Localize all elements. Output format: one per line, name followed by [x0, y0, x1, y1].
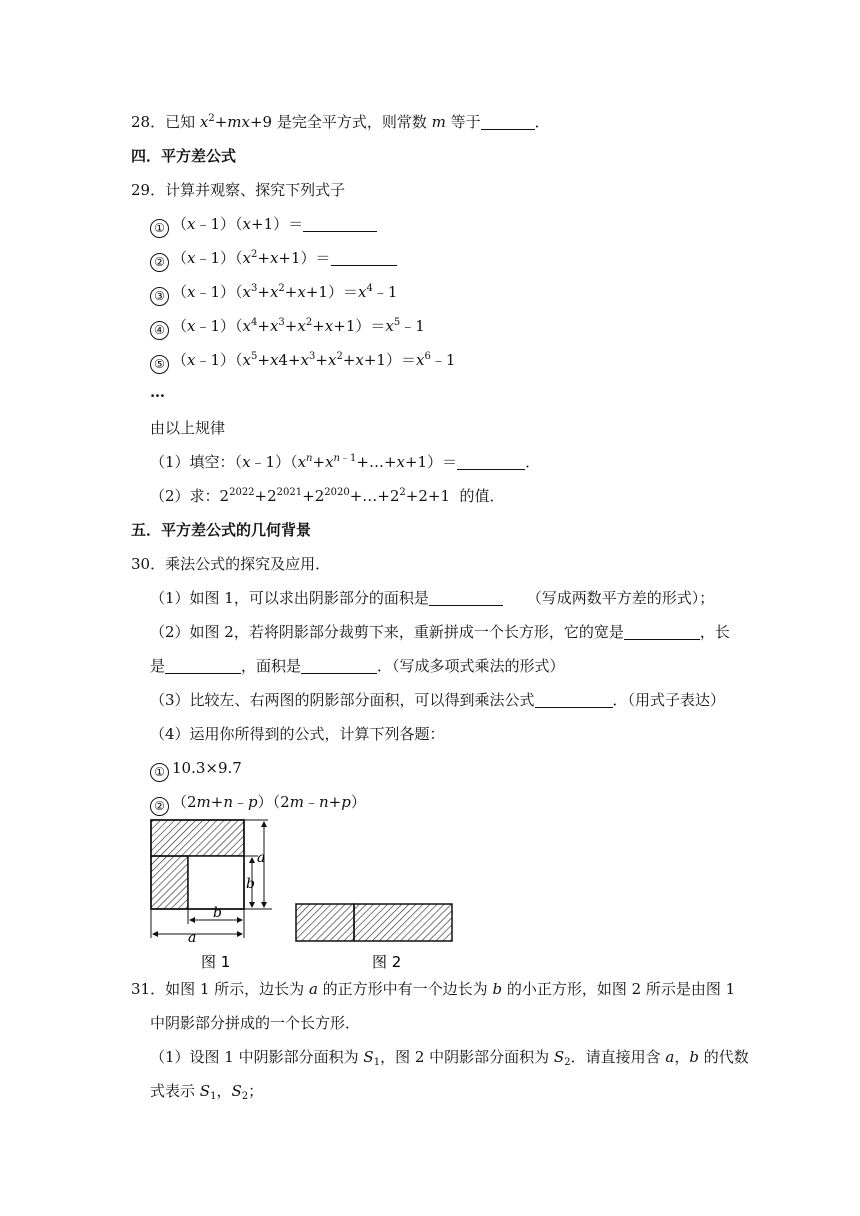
label-a-bottom: a	[188, 930, 197, 946]
question-30-intro: 30．乘法公式的探究及应用．	[131, 555, 331, 573]
answer-blank	[165, 659, 241, 674]
rect-part-left	[296, 904, 354, 941]
section-4-heading: 四．平方差公式	[131, 147, 237, 165]
q30-item-2: ② （2m+n﹣p）（2m﹣n+p）	[150, 792, 366, 816]
rect-part-right	[354, 904, 452, 941]
rule-text: 由以上规律	[150, 419, 226, 437]
answer-blank	[303, 217, 377, 232]
ellipsis: …	[150, 383, 165, 401]
label-a-right: a	[257, 850, 266, 866]
question-28: 28．已知 $x^2+mx+9$ 是完全平方式，则常数 m 等于 ．	[131, 113, 550, 131]
q29-item-1: ① （x﹣1）（x+1）＝	[150, 214, 377, 238]
shaded-top	[151, 820, 244, 856]
question-31-line-2: 中阴影部分拼成的一个长方形．	[150, 1014, 361, 1032]
answer-blank	[535, 693, 613, 708]
q29-item-4: ④ $(x﹣1)(x^4+x^3+x^2+x+1)=x^5﹣1$	[150, 316, 425, 340]
figure-1	[151, 820, 272, 971]
shaded-left	[151, 856, 188, 909]
q30-part-2-cont: 是 ，面积是 ．（写成多项式乘法的形式）	[150, 657, 565, 675]
q29-part-1: （1）填空：$(x﹣1)(x^n+x^{n﹣1}+\dots+x+1)=$ ．	[150, 453, 541, 471]
q29-part-2: （2）求：$2^{2022}+2^{2021}+2^{2020}+\dots+2^2+2+1$ 的值．	[150, 487, 505, 505]
section-5-heading: 五．平方差公式的几何背景	[131, 521, 312, 539]
q30-part-4: （4）运用你所得到的公式，计算下列各题：	[150, 725, 445, 743]
q30-part-1: （1）如图 1，可以求出阴影部分的面积是 （写成两数平方差的形式）；	[150, 589, 715, 607]
q31-part-1-cont: 式表示 $S_1$，$S_2$；	[150, 1082, 264, 1102]
figure-1-caption: 图 1	[201, 953, 231, 971]
q31-part-1: （1）设图 1 中阴影部分面积为 $S_1$，图 2 中阴影部分面积为 $S_2$．请直接用含 a，b 的代数	[150, 1048, 749, 1068]
figures-diagram	[140, 812, 480, 972]
q29-item-5: ⑤ $(x﹣1)(x^5+x4+x^3+x^2+x+1)=x^6﹣1$	[150, 350, 455, 374]
answer-blank	[331, 251, 397, 266]
question-31-line-1: 31．如图 1 所示，边长为 a 的正方形中有一个边长为 b 的小正方形，如图 2 所示是由图 1	[131, 980, 736, 998]
q30-item-1: ① 10.3×9.7	[150, 758, 242, 782]
answer-blank	[481, 115, 535, 130]
answer-blank	[624, 625, 700, 640]
q30-part-3: （3）比较左、右两图的阴影部分面积，可以得到乘法公式 ．（用式子表达）	[150, 691, 726, 709]
answer-blank	[301, 659, 377, 674]
q29-item-2: ② $(x﹣1)(x^2+x+1)=$	[150, 248, 397, 272]
figure-2	[296, 904, 452, 971]
answer-blank	[429, 591, 503, 606]
label-b-bottom: b	[213, 905, 222, 921]
q30-part-2: （2）如图 2，若将阴影部分裁剪下来，重新拼成一个长方形，它的宽是 ，长	[150, 623, 730, 641]
question-29-intro: 29．计算并观察、探究下列式子	[131, 181, 346, 199]
figure-2-caption: 图 2	[372, 953, 402, 971]
label-b-right: b	[246, 876, 255, 892]
q29-item-3: ③ $(x﹣1)(x^3+x^2+x+1)=x^4﹣1$	[150, 282, 397, 306]
answer-blank	[457, 455, 525, 470]
small-square	[188, 856, 244, 909]
